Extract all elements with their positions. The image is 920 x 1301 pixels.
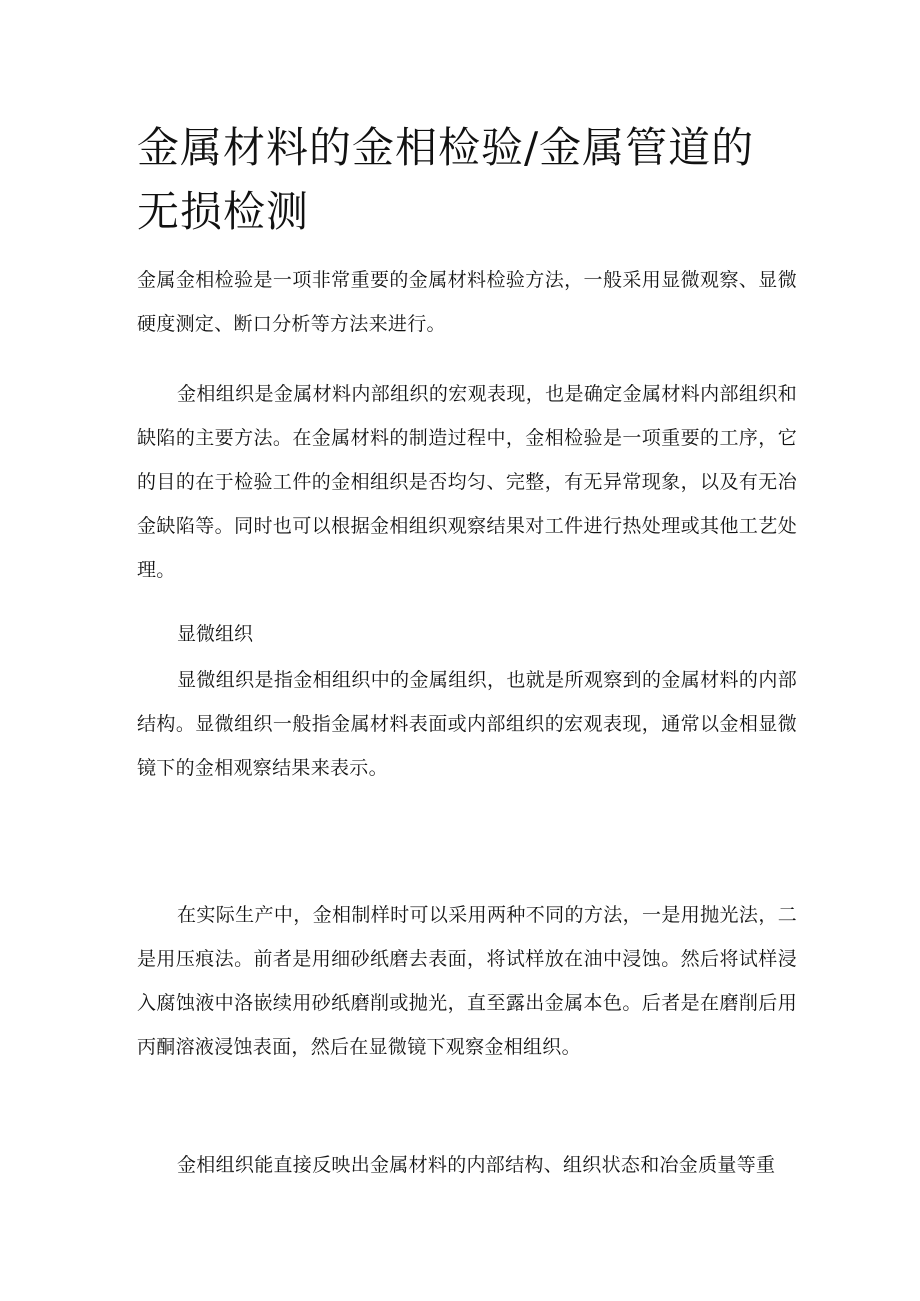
paragraph-intro: 金属金相检验是一项非常重要的金属材料检验方法，一般采用显微观察、显微硬度测定、断口分析等方法来进行。 (137, 269, 797, 335)
paragraph-sample-preparation: 在实际生产中，金相制样时可以采用两种不同的方法，一是用抛光法，二是用压痕法。前者是用细砂纸磨去表面，将试样放在油中浸蚀。然后将试样浸入腐蚀液中洛嵌续用砂纸磨削或抛光，直至露出金属本色。后者是在磨削后用丙酮溶液浸蚀表面，然后在显微镜下观察金相组织。 (137, 904, 797, 1058)
document-title: 金属材料的金相检验/金属管道的无损检测 (137, 123, 755, 236)
paragraph-microstructure: 显微组织是指金相组织中的金属组织，也就是所观察到的金属材料的内部结构。显微组织一般指金属材料表面或内部组织的宏观表现，通常以金相显微镜下的金相观察结果来表示。 (137, 669, 797, 779)
paragraph-structure-reflection: 金相组织能直接反映出金属材料的内部结构、组织状态和冶金质量等重 (177, 1154, 776, 1176)
paragraph-metallographic-structure: 金相组织是金属材料内部组织的宏观表现，也是确定金属材料内部组织和缺陷的主要方法。在金属材料的制造过程中，金相检验是一项重要的工序，它的目的在于检验工件的金相组织是否均匀、完整，有无异常现象，以及有无冶金缺陷等。同时也可以根据金相组织观察结果对工件进行热处理或其他工艺处理。 (137, 383, 797, 581)
section-heading-microstructure: 显微组织 (177, 623, 254, 645)
